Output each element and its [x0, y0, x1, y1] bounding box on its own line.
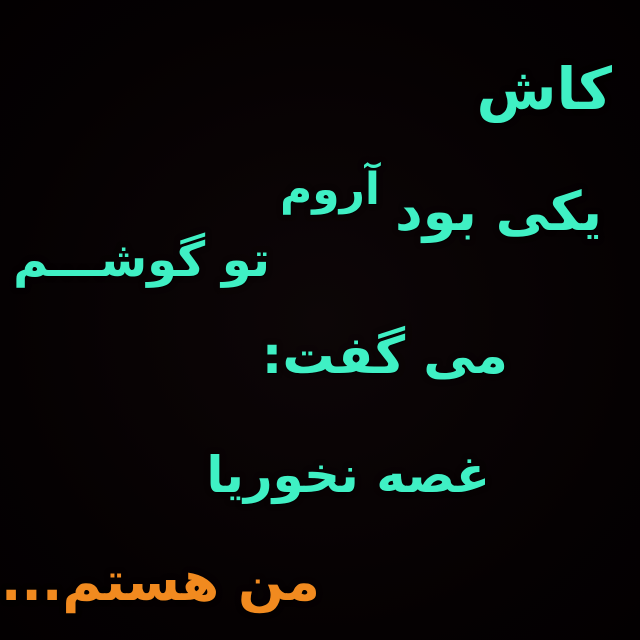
text-yeki-bood: یکی بود: [395, 180, 602, 243]
text-ghosse-nakhoria: غصه نخوریا: [206, 446, 490, 504]
text-to-gosham: تو گوشـــم: [13, 232, 270, 288]
text-arom: آروم: [279, 164, 380, 215]
text-man-hastam: من هستم...: [0, 550, 320, 613]
text-kash: کاش: [476, 55, 612, 123]
text-migoft: می گفت:: [261, 326, 508, 386]
